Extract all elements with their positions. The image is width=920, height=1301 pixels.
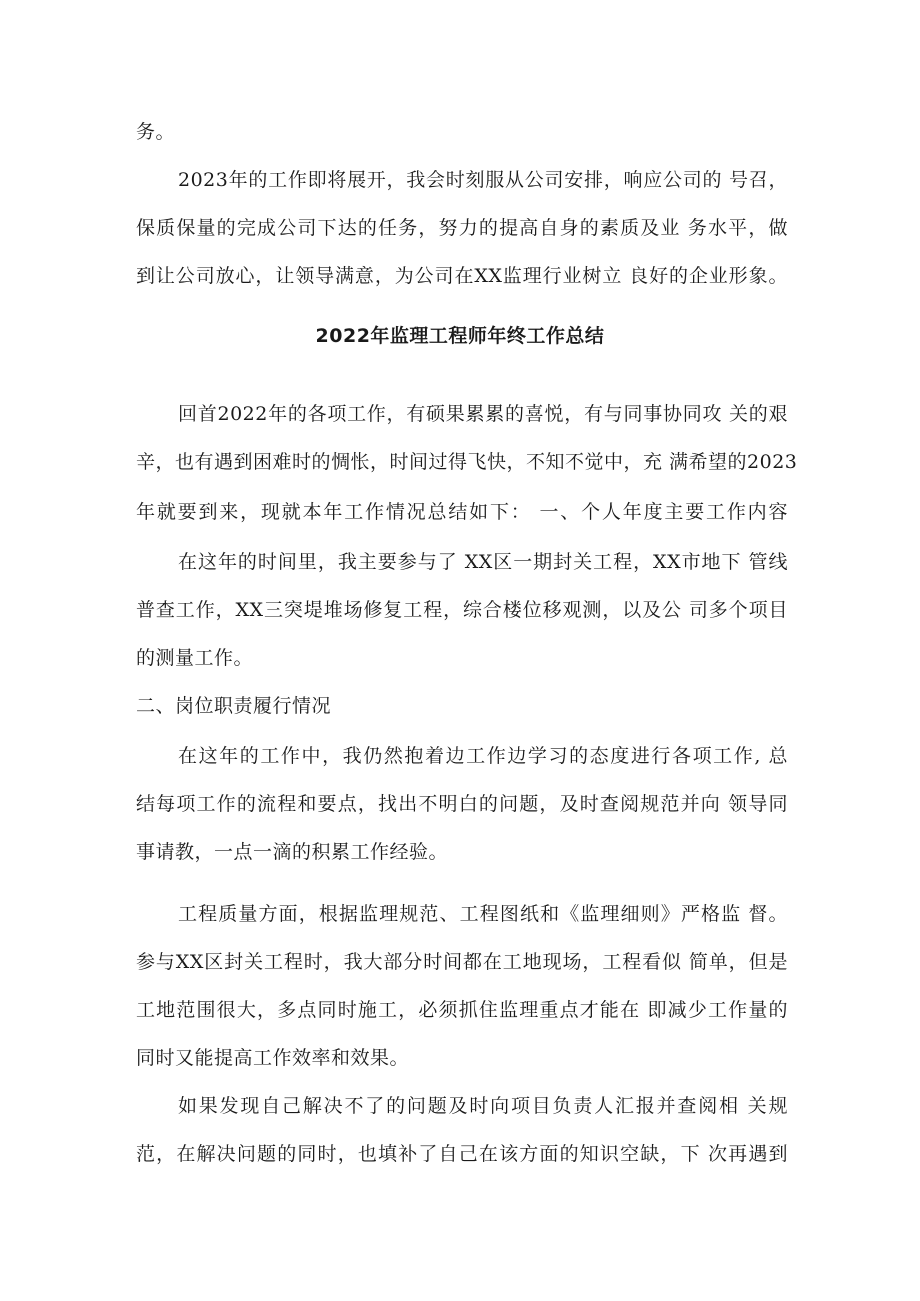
paragraph-line: 到让公司放心，让领导满意，为公司在XX监理行业树立 良好的企业形象。 xyxy=(136,265,788,287)
paragraph-line: 年就要到来，现就本年工作情况总结如下： 一、个人年度主要工作内容 xyxy=(136,501,788,523)
section-title: 2022年监理工程师年终工作总结 xyxy=(315,325,605,347)
paragraph-line: 保质保量的完成公司下达的任务，努力的提高自身的素质及业 务水平，做 xyxy=(136,217,788,239)
paragraph-line: 同时又能提高工作效率和效果。 xyxy=(136,1047,410,1069)
section-heading: 二、岗位职责履行情况 xyxy=(136,695,332,717)
paragraph-line: 在这年的时间里，我主要参与了 XX区一期封关工程，XX市地下 管线 xyxy=(178,551,788,573)
paragraph-line: 的测量工作。 xyxy=(136,647,254,669)
paragraph-line: 如果发现自己解决不了的问题及时向项目负责人汇报并查阅相 关规 xyxy=(178,1095,788,1117)
paragraph-line: 范，在解决问题的同时，也填补了自己在该方面的知识空缺，下 次再遇到 xyxy=(136,1143,788,1165)
paragraph-line: 工地范围很大，多点同时施工，必须抓住监理重点才能在 即减少工作量的 xyxy=(136,999,788,1021)
paragraph-line: 结每项工作的流程和要点，找出不明白的问题，及时查阅规范并向 领导同 xyxy=(136,793,788,815)
paragraph-line: 务。 xyxy=(136,121,176,143)
paragraph-line: 普查工作，XX三突堤堆场修复工程，综合楼位移观测，以及公 司多个项目 xyxy=(136,599,788,621)
paragraph-line: 回首2022年的各项工作，有硕果累累的喜悦，有与同事协同攻 关的艰 xyxy=(178,403,788,425)
paragraph-line: 参与XX区封关工程时，我大部分时间都在工地现场，工程看似 简单，但是 xyxy=(136,951,788,973)
paragraph-line: 在这年的工作中，我仍然抱着边工作边学习的态度进行各项工作, 总 xyxy=(178,745,788,767)
paragraph-line: 事请教，一点一滴的积累工作经验。 xyxy=(136,841,449,863)
paragraph-line: 辛，也有遇到困难时的惆怅，时间过得飞快，不知不觉中，充 满希望的2023 xyxy=(136,451,798,473)
paragraph-line: 工程质量方面，根据监理规范、工程图纸和《监理细则》严格监 督。 xyxy=(178,903,788,925)
paragraph-line: 2023年的工作即将展开，我会时刻服从公司安排，响应公司的 号召， xyxy=(178,169,788,191)
